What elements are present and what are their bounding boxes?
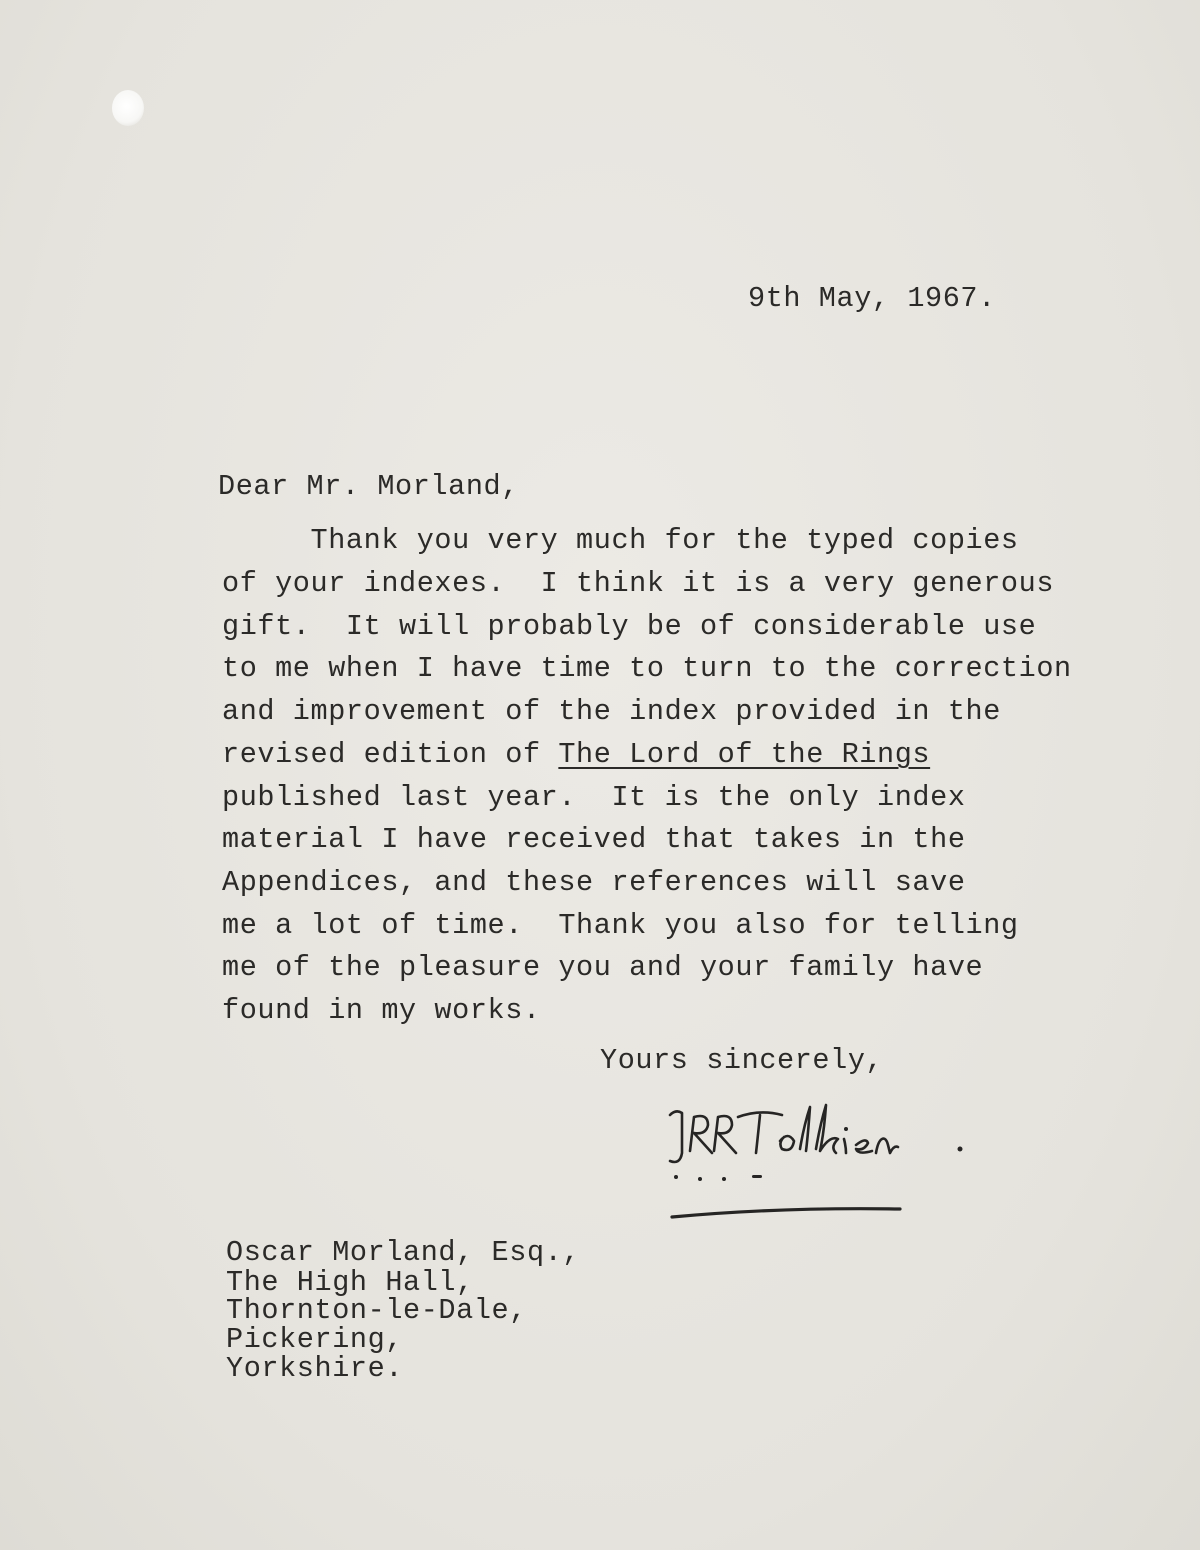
body-line: gift. It will probably be of considerable use [222, 610, 1037, 643]
body-line: me a lot of time. Thank you also for telling [222, 909, 1019, 942]
body-line-with-title [222, 738, 930, 771]
body-line: Thank you very much for the typed copies [222, 524, 1019, 557]
body-line: revised edition of [222, 738, 559, 771]
body-line: and improvement of the index provided in the [222, 695, 1001, 728]
letter-date: 9th May, 1967. [748, 282, 996, 315]
body-line: to me when I have time to turn to the correction [222, 652, 1072, 685]
body-line: Appendices, and these references will save [222, 866, 966, 899]
address-line: The High Hall, [226, 1266, 474, 1299]
body-line: published last year. It is the only index [222, 781, 966, 814]
punch-hole [112, 90, 144, 126]
address-line: Pickering, [226, 1323, 404, 1356]
closing: Yours sincerely, [600, 1044, 884, 1077]
address-line: Oscar Morland, Esq., [226, 1236, 581, 1269]
body-line: me of the pleasure you and your family have [222, 951, 984, 984]
body-line: found in my works. [222, 994, 541, 1027]
address-line: Yorkshire. [226, 1352, 404, 1385]
address-line: Thornton-le-Dale, [226, 1294, 527, 1327]
signature [660, 1095, 980, 1225]
body-line: material I have received that takes in the [222, 823, 966, 856]
body-line: of your indexes. I think it is a very generous [222, 567, 1055, 600]
salutation: Dear Mr. Morland, [218, 470, 519, 503]
book-title: The Lord of the Rings [558, 738, 931, 771]
